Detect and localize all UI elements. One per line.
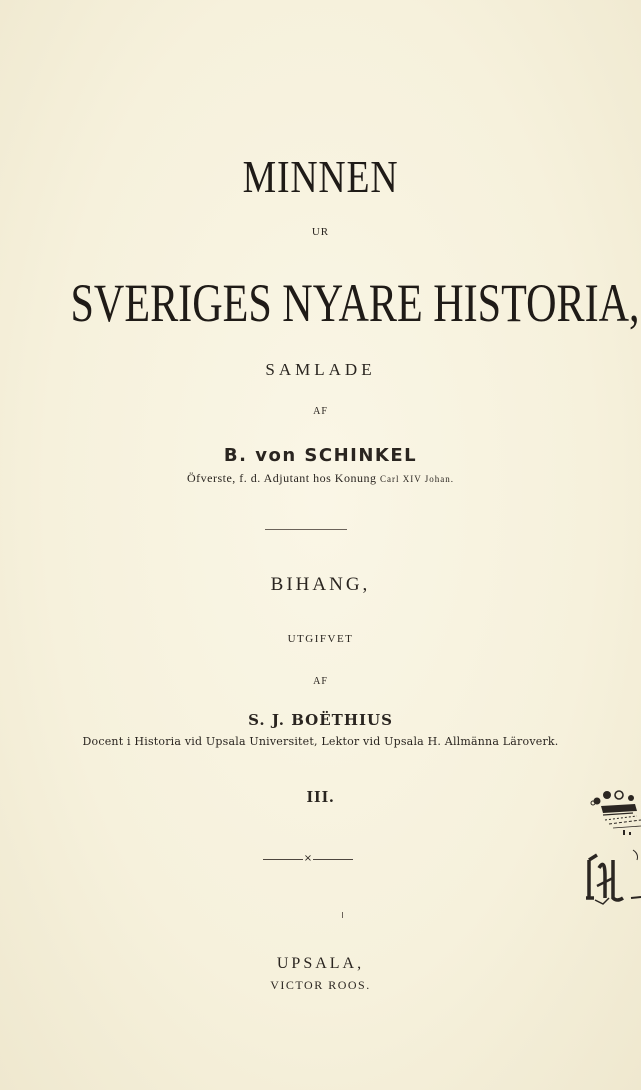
paper-speck bbox=[342, 912, 343, 918]
publisher-name: VICTOR ROOS. bbox=[270, 978, 371, 992]
appendix-label: BIHANG, bbox=[270, 574, 371, 595]
ornament-rule-right bbox=[313, 859, 353, 860]
author-description-king: Carl XIV Johan. bbox=[379, 474, 455, 484]
section-divider bbox=[265, 529, 347, 530]
ornament-rule-left bbox=[263, 859, 303, 860]
title-preposition: UR bbox=[311, 226, 330, 238]
author-name: B. von SCHINKEL bbox=[223, 445, 418, 466]
editor-description: Docent i Historia vid Upsala Universitet, Lektor vid Upsala H. Allmänna Läroverk. bbox=[82, 735, 559, 748]
book-subtitle: SVERIGES NYARE HISTORIA, bbox=[70, 273, 640, 333]
by-label-author: AF bbox=[313, 406, 328, 417]
ornament-mark: × bbox=[303, 853, 313, 864]
by-label-editor: AF bbox=[313, 676, 328, 687]
edited-label: UTGIFVET bbox=[287, 633, 354, 645]
author-description-text: Öfverste, f. d. Adjutant hos Konung bbox=[186, 471, 377, 485]
library-crown-stamp-icon bbox=[583, 780, 641, 910]
volume-number: III. bbox=[306, 787, 335, 806]
collected-label: SAMLADE bbox=[265, 360, 376, 379]
publication-place: UPSALA, bbox=[276, 955, 365, 972]
cross-ornament-icon bbox=[263, 853, 353, 865]
book-title: MINNEN bbox=[242, 151, 399, 202]
editor-name: S. J. BOËTHIUS bbox=[248, 711, 393, 729]
stamp-graphic bbox=[583, 780, 641, 910]
author-description bbox=[0, 471, 641, 486]
